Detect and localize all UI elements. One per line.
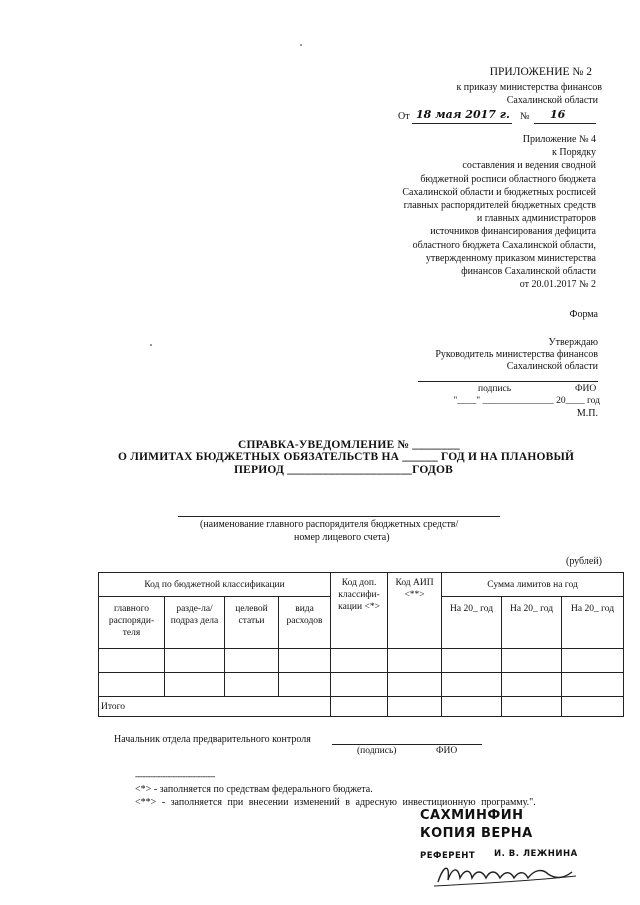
table-row	[99, 673, 624, 697]
table-cell	[442, 673, 502, 697]
scan-speck	[300, 44, 302, 46]
table-cell	[225, 673, 279, 697]
table-cell	[562, 673, 624, 697]
table-cell	[331, 649, 388, 673]
table-cell	[388, 697, 442, 717]
approve-fio-label: ФИО	[575, 384, 597, 394]
header-code: Код по бюджетной классификации	[99, 573, 331, 597]
appendix2-line1: к приказу министерства финансов	[456, 82, 602, 93]
subheader-vid: вида расходов	[279, 597, 331, 649]
appendix4-line: Сахалинской области и бюджетных росписей	[402, 186, 596, 198]
header-sum: Сумма лимитов на год	[442, 573, 624, 597]
doc-title-line1: СПРАВКА-УВЕДОМЛЕНИЕ № ________	[238, 439, 460, 451]
table-cell	[442, 649, 502, 673]
table-cell	[279, 649, 331, 673]
table-cell	[331, 697, 388, 717]
appendix2-line2: Сахалинской области	[506, 95, 598, 106]
table-cell	[562, 649, 624, 673]
stamp-line2: КОПИЯ ВЕРНА	[420, 826, 533, 841]
subheader-year1: На 20_ год	[442, 597, 502, 649]
table-row	[99, 649, 624, 673]
table-cell	[165, 649, 225, 673]
appendix4-line: составления и ведения сводной	[462, 160, 596, 172]
appendix4-line: к Порядку	[552, 147, 596, 159]
limits-table	[98, 572, 624, 717]
approve-line1: Утверждаю	[548, 337, 598, 348]
header-dop-code: Код доп. классифи-кации <*>	[331, 573, 388, 649]
table-cell	[99, 649, 165, 673]
table-cell	[562, 697, 624, 717]
subheader-glav: главного распоряди-теля	[99, 597, 165, 649]
number-line	[534, 123, 596, 124]
appendix4-line: бюджетной росписи областного бюджета	[420, 173, 596, 185]
table-cell	[331, 673, 388, 697]
approve-sign-label: подпись	[478, 384, 512, 394]
table-cell	[442, 697, 502, 717]
approve-mp: М.П.	[576, 408, 598, 419]
table-cell	[279, 673, 331, 697]
table-cell	[502, 673, 562, 697]
signature-scribble	[430, 858, 580, 890]
date-prefix: От	[398, 111, 410, 122]
appendix4-line: Приложение № 4	[522, 134, 596, 145]
table-cell	[99, 673, 165, 697]
date-handwritten: 18 мая 2017 г.	[416, 108, 510, 121]
signoff-line	[332, 744, 482, 745]
form-label: Форма	[569, 309, 598, 320]
table-cell	[388, 673, 442, 697]
signoff-sign: (подпись)	[357, 746, 397, 756]
signoff-fio: ФИО	[436, 746, 458, 756]
recipient-label2: номер лицевого счета)	[294, 532, 390, 543]
total-row	[99, 697, 624, 717]
subheader-year3: На 20_ год	[562, 597, 624, 649]
appendix4-line: утвержденному приказом министерства	[425, 252, 596, 264]
scan-speck	[150, 344, 152, 346]
subheader-year2: На 20_ год	[502, 597, 562, 649]
footnote-2: <**> - заполняется при внесении изменений в адресную инвестиционную программу.".	[135, 797, 536, 808]
appendix2-date-row	[398, 108, 608, 124]
approve-line3: Сахалинской области	[506, 361, 598, 372]
header-aip-code: Код АИП <**>	[388, 573, 442, 649]
number-handwritten: 16	[550, 108, 566, 121]
stamp-line4: И. В. ЛЕЖНИНА	[494, 849, 578, 859]
footnote-1: <*> - заполняется по средствам федерального бюджета.	[135, 784, 373, 795]
appendix4-line: областного бюджета Сахалинской области,	[412, 239, 596, 251]
signoff-label: Начальник отдела предварительного контроля	[114, 734, 311, 745]
subheader-cel: целевой статьи	[225, 597, 279, 649]
doc-title-line3: ПЕРИОД _____________________ГОДОВ	[234, 464, 454, 476]
approve-sign-line	[418, 381, 598, 382]
appendix4-line: от 20.01.2017 № 2	[519, 279, 596, 291]
approve-date-line: "____" _______________ 20____ год	[453, 396, 600, 406]
table-cell	[225, 649, 279, 673]
appendix2-title: ПРИЛОЖЕНИЕ № 2	[489, 66, 592, 78]
appendix4-block	[300, 133, 596, 291]
appendix4-line: и главных администраторов	[476, 213, 596, 225]
table-cell	[502, 649, 562, 673]
number-prefix: №	[520, 111, 530, 122]
table-cell	[502, 697, 562, 717]
appendix4-line: главных распорядителей бюджетных средств	[403, 200, 596, 212]
appendix4-line: источников финансирования дефицита	[430, 226, 596, 238]
units-label: (рублей)	[565, 556, 602, 567]
recipient-line	[178, 516, 500, 517]
date-line	[412, 123, 512, 124]
doc-title-line2: О ЛИМИТАХ БЮДЖЕТНЫХ ОБЯЗАТЕЛЬСТВ НА ______ ГОД И НА ПЛАНОВЫЙ	[118, 451, 575, 463]
table-cell	[165, 673, 225, 697]
subheader-razd: разде-ла/подраз дела	[165, 597, 225, 649]
table-cell	[388, 649, 442, 673]
approve-line2: Руководитель министерства финансов	[435, 349, 598, 360]
stamp-line3: РЕФЕРЕНТ	[420, 851, 476, 861]
footnote-separator: --------------------------------	[135, 771, 215, 781]
recipient-label1: (наименование главного распорядителя бюджетных средств/	[200, 519, 459, 530]
total-label: Итого	[99, 697, 331, 717]
stamp-line1: САХМИНФИН	[420, 808, 524, 823]
appendix4-line: финансов Сахалинской области	[461, 266, 596, 278]
